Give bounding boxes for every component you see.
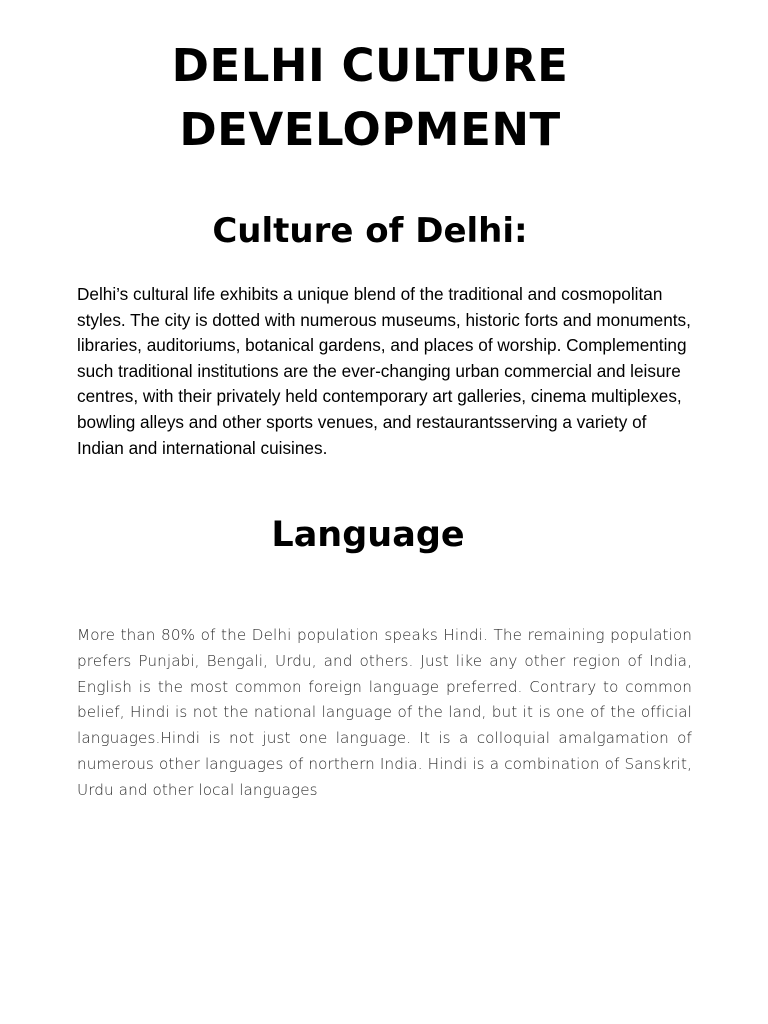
section-body-culture: Delhi’s cultural life exhibits a unique blend of the traditional and cosmopolitan styles. The city is dotted with numerous museums, historic forts and monuments, libraries, auditoriums, botanical gardens, and places of worship. Complementing such traditional institutions are the ever-changing urban commercial and leisure centres, with their privately held contemporary art galleries, cinema multiplexes, bowling alleys and other sports venues, and restaurantsserving a variety of Indian and international cuisines. [77,284,691,458]
document-title-line-2: DEVELOPMENT [179,103,561,156]
document-title-line-1: DELHI CULTURE [171,39,569,92]
document-title [110,34,630,162]
section-heading-language: Language [271,515,465,555]
section-heading-culture: Culture of Delhi: [212,211,528,251]
section-body-language: More than 80% of the Delhi population speaks Hindi. The remaining population prefers Punjabi, Bengali, Urdu, and others. Just like any other region of India, English is the most common foreign language preferred. Contrary to common belief, Hindi is not the national language of the land, but it is one of the official languages.Hindi is not just one language. It is a colloquial amalgamation of numerous other languages of northern India. Hindi is a combination of Sanskrit, Urdu and other local languages [77,626,692,799]
